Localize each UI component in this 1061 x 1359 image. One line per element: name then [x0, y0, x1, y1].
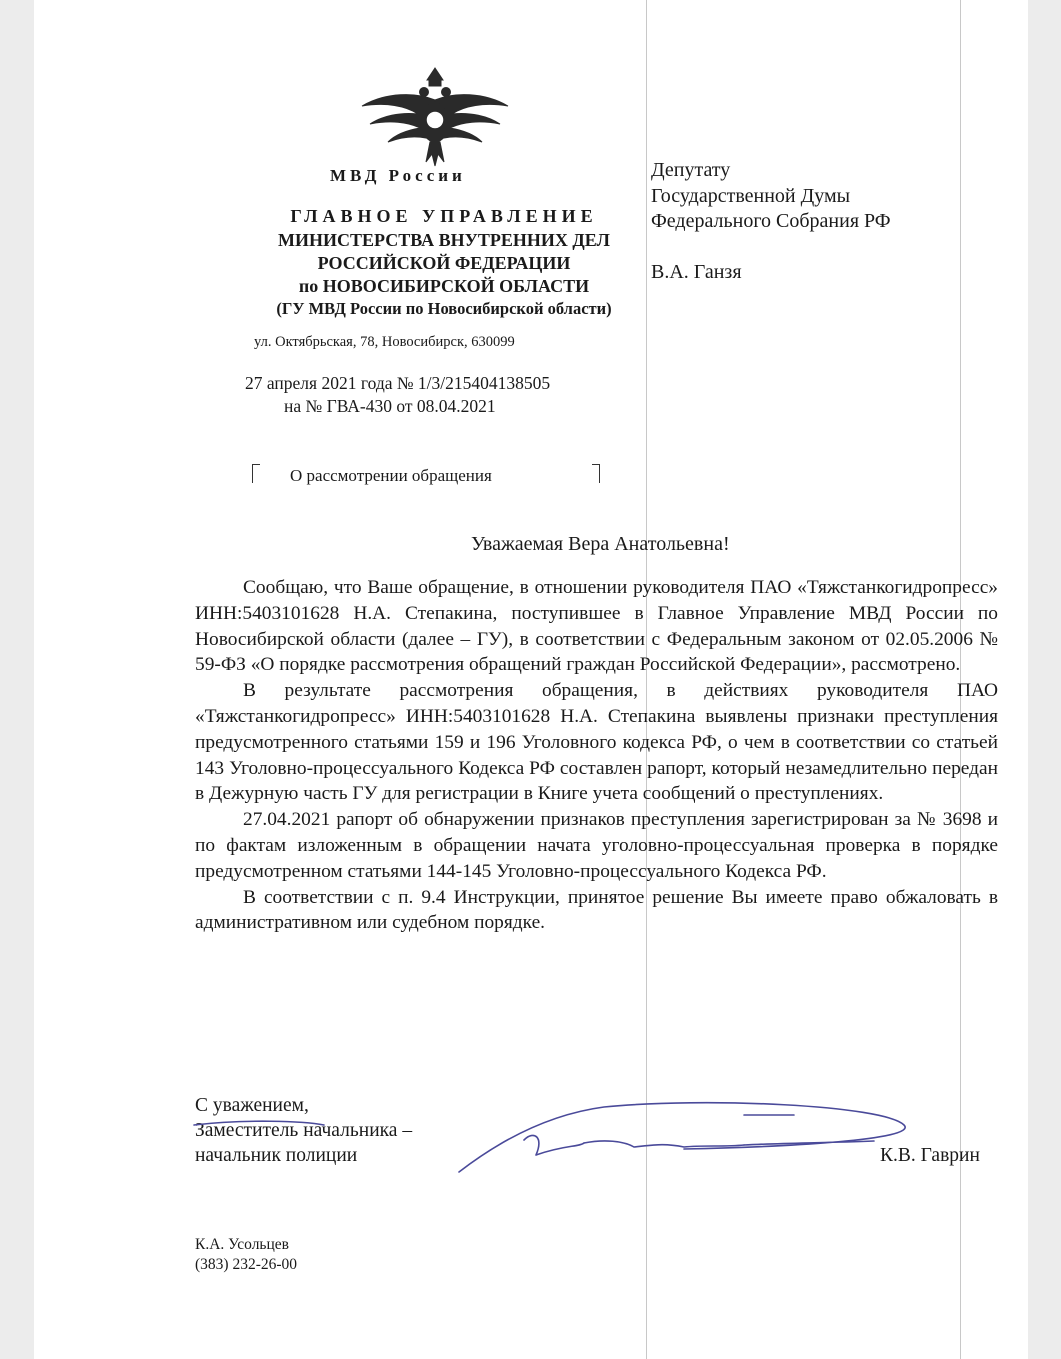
incoming-ref: на № ГВА-430 от 08.04.2021 [284, 396, 496, 416]
paragraph-4: В соответствии с п. 9.4 Инструкции, принятое решение Вы имеете право обжаловать в административном или судебном порядке. [195, 886, 998, 934]
signer-name: К.В. Гаврин [880, 1145, 980, 1166]
recipient-line-2: Государственной Думы [651, 184, 851, 207]
recipient-line-3: Федерального Собрания РФ [651, 210, 891, 232]
salutation: Уважаемая Вера Анатольевна! [471, 533, 730, 555]
header-title-line-1: ГЛАВНОЕ УПРАВЛЕНИЕ [290, 206, 598, 226]
address: ул. Октябрьская, 78, Новосибирск, 630099 [254, 334, 515, 350]
recipient-name: В.А. Ганзя [651, 260, 742, 283]
handwritten-signature-icon [184, 1085, 944, 1180]
position-line-1: Заместитель начальника – [195, 1120, 413, 1141]
header-title-line-5: (ГУ МВД России по Новосибирской области) [276, 299, 612, 318]
letter-body [195, 575, 998, 936]
position-line-2: начальник полиции [195, 1145, 358, 1166]
closing: С уважением, [195, 1095, 309, 1116]
outgoing-ref: 27 апреля 2021 года № 1/3/215404138505 [245, 373, 551, 393]
executor-phone: (383) 232-26-00 [195, 1256, 298, 1273]
header-title-line-3: РОССИЙСКОЙ ФЕДЕРАЦИИ [317, 253, 571, 273]
letter-page [34, 0, 1028, 1359]
subject: О рассмотрении обращения [290, 466, 492, 485]
paragraph-3: 27.04.2021 рапорт об обнаружении признаков преступления зарегистрирован за № 3698 и по фактам изложенным в обращении начата уголовно-процессуальная проверка в порядке предусмотренном статьями 144-145 Уголовно-процессуального Кодекса РФ. [195, 809, 998, 882]
header-title-line-2: МИНИСТЕРСТВА ВНУТРЕННИХ ДЕЛ [278, 230, 610, 250]
eagle-emblem-icon [356, 62, 514, 170]
left-margin [0, 0, 34, 1359]
paragraph-1: Сообщаю, что Ваше обращение, в отношении руководителя ПАО «Тяжстанкогидропресс» ИНН:5403101628 Н.А. Степакина, поступившее в Главное Управление МВД России по Новосибирской области (далее – ГУ), в соответствии с Федеральным законом от 02.05.2006 № 59-ФЗ «О порядке рассмотрения обращений граждан Российской Федерации», рассмотрено. [195, 577, 998, 676]
header-title-line-4: по НОВОСИБИРСКОЙ ОБЛАСТИ [298, 276, 590, 296]
subject-bracket-right [592, 464, 600, 483]
right-margin [1028, 0, 1061, 1359]
recipient-block [651, 158, 891, 285]
subject-bracket-left [252, 464, 260, 483]
ministry-short-title: МВД России [330, 166, 466, 185]
executor-name: К.А. Усольцев [195, 1236, 289, 1253]
paragraph-2: В результате рассмотрения обращения, в действиях руководителя ПАО «Тяжстанкогидропресс» ИНН:5403101628 Н.А. Степакина выявлены признаки преступления предусмотренного статьями 159 и 196 Уголовного кодекса РФ, о чем в соответствии со статьей 143 Уголовно-процессуального Кодекса РФ составлен рапорт, который незамедлительно передан в Дежурную часть ГУ для регистрации в Книге учета сообщений о преступлениях. [195, 680, 998, 805]
recipient-line-1: Депутату [651, 159, 731, 181]
